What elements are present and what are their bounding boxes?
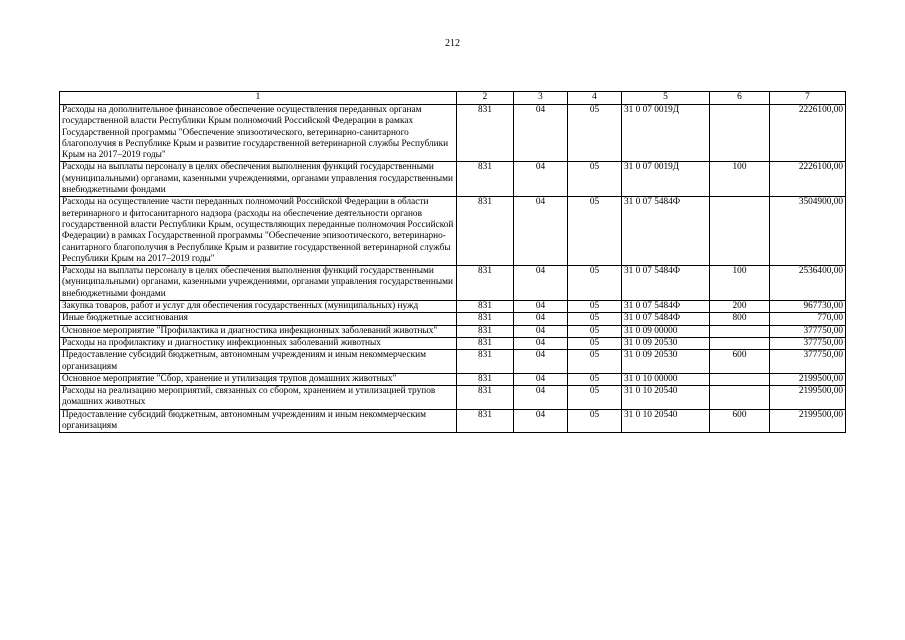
row-expense-type: 100 xyxy=(710,162,770,197)
table-row xyxy=(60,162,846,197)
row-description: Расходы на осуществление части переданных полномочий Российской Федерации в области ветеринарного и фитосанитарного надзора (расходы на обеспечение деятельности органов государственной власти Республики Крым, осуществляющих переданные полномочия Российской Федерации) в рамках Государственной программы "Обеспечение эпизоотического, ветеринарно-санитарного благополучия в Республике Крым и развитие государственной ветеринарной службы Республики Крым на 2017–2019 годы" xyxy=(60,197,457,266)
table-row xyxy=(60,409,846,433)
row-amount: 2199500,00 xyxy=(770,409,846,433)
table-header-row xyxy=(60,92,846,105)
row-subsection-code: 05 xyxy=(568,301,622,313)
column-header: 2 xyxy=(457,92,514,105)
row-description: Основное мероприятие "Сбор, хранение и утилизация трупов домашних животных" xyxy=(60,373,457,385)
column-header: 5 xyxy=(622,92,710,105)
row-amount: 967730,00 xyxy=(770,301,846,313)
column-header: 4 xyxy=(568,92,622,105)
row-amount: 377750,00 xyxy=(770,325,846,337)
table-row xyxy=(60,373,846,385)
row-subsection-code: 05 xyxy=(568,350,622,374)
row-expense-type: 600 xyxy=(710,350,770,374)
row-subsection-code: 05 xyxy=(568,162,622,197)
row-target-article: 31 0 07 5484Ф xyxy=(622,301,710,313)
row-section-code: 04 xyxy=(514,313,568,325)
row-section-code: 04 xyxy=(514,373,568,385)
row-expense-type xyxy=(710,197,770,266)
row-subsection-code: 05 xyxy=(568,313,622,325)
table-row xyxy=(60,325,846,337)
row-target-article: 31 0 07 0019Д xyxy=(622,105,710,162)
row-expense-type: 800 xyxy=(710,313,770,325)
table-row xyxy=(60,313,846,325)
row-admin-code: 831 xyxy=(457,373,514,385)
row-description: Предоставление субсидий бюджетным, автономным учреждениям и иным некоммерческим организациям xyxy=(60,409,457,433)
row-subsection-code: 05 xyxy=(568,409,622,433)
row-target-article: 31 0 09 00000 xyxy=(622,325,710,337)
row-admin-code: 831 xyxy=(457,266,514,301)
row-subsection-code: 05 xyxy=(568,373,622,385)
row-admin-code: 831 xyxy=(457,337,514,349)
row-section-code: 04 xyxy=(514,197,568,266)
row-target-article: 31 0 07 5484Ф xyxy=(622,313,710,325)
row-description: Расходы на выплаты персоналу в целях обеспечения выполнения функций государственными (муниципальными) органами, казенными учреждениями, органами управления государственными внебюджетными фондами xyxy=(60,162,457,197)
row-target-article: 31 0 10 00000 xyxy=(622,373,710,385)
row-section-code: 04 xyxy=(514,409,568,433)
row-target-article: 31 0 10 20540 xyxy=(622,386,710,410)
table-row xyxy=(60,350,846,374)
table-row xyxy=(60,197,846,266)
row-expense-type xyxy=(710,325,770,337)
row-expense-type xyxy=(710,373,770,385)
table-row xyxy=(60,105,846,162)
row-amount: 2226100,00 xyxy=(770,162,846,197)
table-row xyxy=(60,386,846,410)
table-row xyxy=(60,301,846,313)
column-header: 1 xyxy=(60,92,457,105)
row-expense-type xyxy=(710,386,770,410)
row-target-article: 31 0 09 20530 xyxy=(622,337,710,349)
row-section-code: 04 xyxy=(514,266,568,301)
row-description: Расходы на профилактику и диагностику инфекционных заболеваний животных xyxy=(60,337,457,349)
row-subsection-code: 05 xyxy=(568,197,622,266)
row-amount: 2199500,00 xyxy=(770,386,846,410)
row-expense-type xyxy=(710,337,770,349)
row-expense-type: 200 xyxy=(710,301,770,313)
row-subsection-code: 05 xyxy=(568,325,622,337)
row-expense-type: 600 xyxy=(710,409,770,433)
row-admin-code: 831 xyxy=(457,409,514,433)
row-amount: 377750,00 xyxy=(770,350,846,374)
row-section-code: 04 xyxy=(514,386,568,410)
row-amount: 2536400,00 xyxy=(770,266,846,301)
row-section-code: 04 xyxy=(514,301,568,313)
table-row xyxy=(60,337,846,349)
row-expense-type: 100 xyxy=(710,266,770,301)
row-admin-code: 831 xyxy=(457,325,514,337)
row-amount: 3504900,00 xyxy=(770,197,846,266)
column-header: 3 xyxy=(514,92,568,105)
row-section-code: 04 xyxy=(514,337,568,349)
row-description: Расходы на реализацию мероприятий, связанных со сбором, хранением и утилизацией трупов домашних животных xyxy=(60,386,457,410)
row-section-code: 04 xyxy=(514,325,568,337)
row-expense-type xyxy=(710,105,770,162)
page-number: 212 xyxy=(445,38,460,49)
row-amount: 2226100,00 xyxy=(770,105,846,162)
row-admin-code: 831 xyxy=(457,313,514,325)
row-target-article: 31 0 07 0019Д xyxy=(622,162,710,197)
row-description: Расходы на выплаты персоналу в целях обеспечения выполнения функций государственными (муниципальными) органами, казенными учреждениями, органами управления государственными внебюджетными фондами xyxy=(60,266,457,301)
row-admin-code: 831 xyxy=(457,162,514,197)
row-description: Иные бюджетные ассигнования xyxy=(60,313,457,325)
row-description: Предоставление субсидий бюджетным, автономным учреждениям и иным некоммерческим организациям xyxy=(60,350,457,374)
row-description: Основное мероприятие "Профилактика и диагностика инфекционных заболеваний животных" xyxy=(60,325,457,337)
row-admin-code: 831 xyxy=(457,105,514,162)
row-subsection-code: 05 xyxy=(568,266,622,301)
row-section-code: 04 xyxy=(514,350,568,374)
row-admin-code: 831 xyxy=(457,197,514,266)
row-target-article: 31 0 07 5484Ф xyxy=(622,197,710,266)
row-description: Расходы на дополнительное финансовое обеспечение осуществления переданных органам государственной власти Республики Крым полномочий Российской Федерации в рамках Государственной программы "Обеспечение эпизоотического, ветеринарно-санитарного благополучия в Республике Крым и развитие государственной ветеринарной службы Республики Крым на 2017–2019 годы" xyxy=(60,105,457,162)
row-admin-code: 831 xyxy=(457,386,514,410)
table-body xyxy=(60,105,846,433)
budget-table xyxy=(59,91,846,433)
row-target-article: 31 0 10 20540 xyxy=(622,409,710,433)
column-header: 7 xyxy=(770,92,846,105)
row-subsection-code: 05 xyxy=(568,337,622,349)
row-section-code: 04 xyxy=(514,162,568,197)
row-amount: 377750,00 xyxy=(770,337,846,349)
row-subsection-code: 05 xyxy=(568,105,622,162)
column-header: 6 xyxy=(710,92,770,105)
table-row xyxy=(60,266,846,301)
row-amount: 770,00 xyxy=(770,313,846,325)
row-description: Закупка товаров, работ и услуг для обеспечения государственных (муниципальных) нужд xyxy=(60,301,457,313)
row-admin-code: 831 xyxy=(457,301,514,313)
row-admin-code: 831 xyxy=(457,350,514,374)
row-amount: 2199500,00 xyxy=(770,373,846,385)
row-subsection-code: 05 xyxy=(568,386,622,410)
row-section-code: 04 xyxy=(514,105,568,162)
row-target-article: 31 0 09 20530 xyxy=(622,350,710,374)
row-target-article: 31 0 07 5484Ф xyxy=(622,266,710,301)
